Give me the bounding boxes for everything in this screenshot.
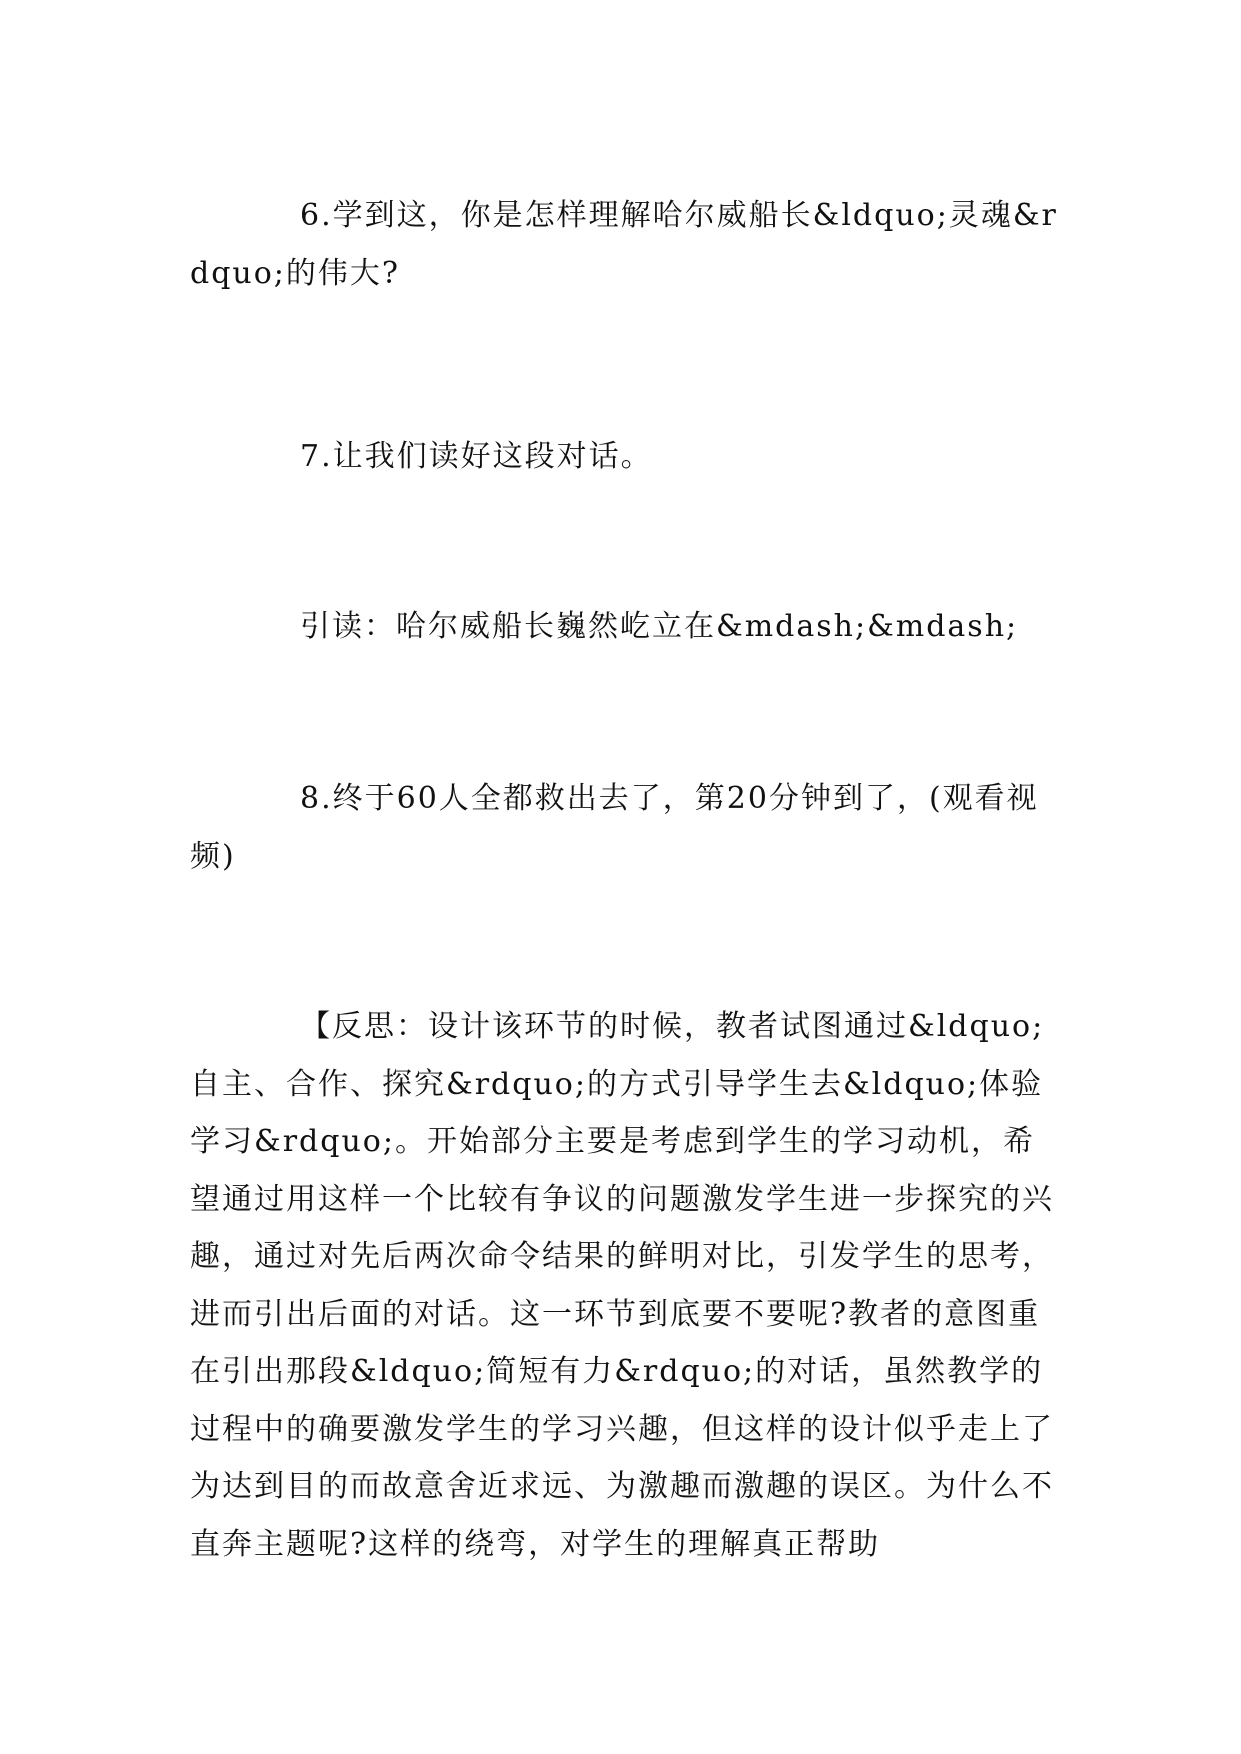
paragraph-question-8: 8.终于60人全都救出去了，第20分钟到了，(观看视频) xyxy=(190,781,1039,874)
paragraph-guided-reading: 引读：哈尔威船长巍然屹立在&mdash;&mdash; xyxy=(300,609,1019,644)
paragraph-question-6: 6.学到这，你是怎样理解哈尔威船长&ldquo;灵魂&rdquo;的伟大? xyxy=(190,198,1058,291)
paragraph-question-7: 7.让我们读好这段对话。 xyxy=(300,439,653,474)
paragraph-reflection: 【反思：设计该环节的时候，教者试图通过&ldquo;自主、合作、探究&rdquo;的方式引导学生去&ldquo;体验学习&rdquo;。开始部分主要是考虑到学生的学习动机，希望通过用这样一个比较有争议的问题激发学生进一步探究的兴趣，通过对先后两次命令结果的鲜明对比，引发学生的思考，进而引出后面的对话。这一环节到底要不要呢?教者的意图重在引出那段&ldquo;简短有力&rdquo;的对话，虽然教学的过程中的确要激发学生的学习兴趣，但这样的设计似乎走上了为达到目的而故意舍近求远、为激趣而激趣的误区。为什么不直奔主题呢?这样的绕弯，对学生的理解真正帮助 xyxy=(190,1009,1054,1562)
